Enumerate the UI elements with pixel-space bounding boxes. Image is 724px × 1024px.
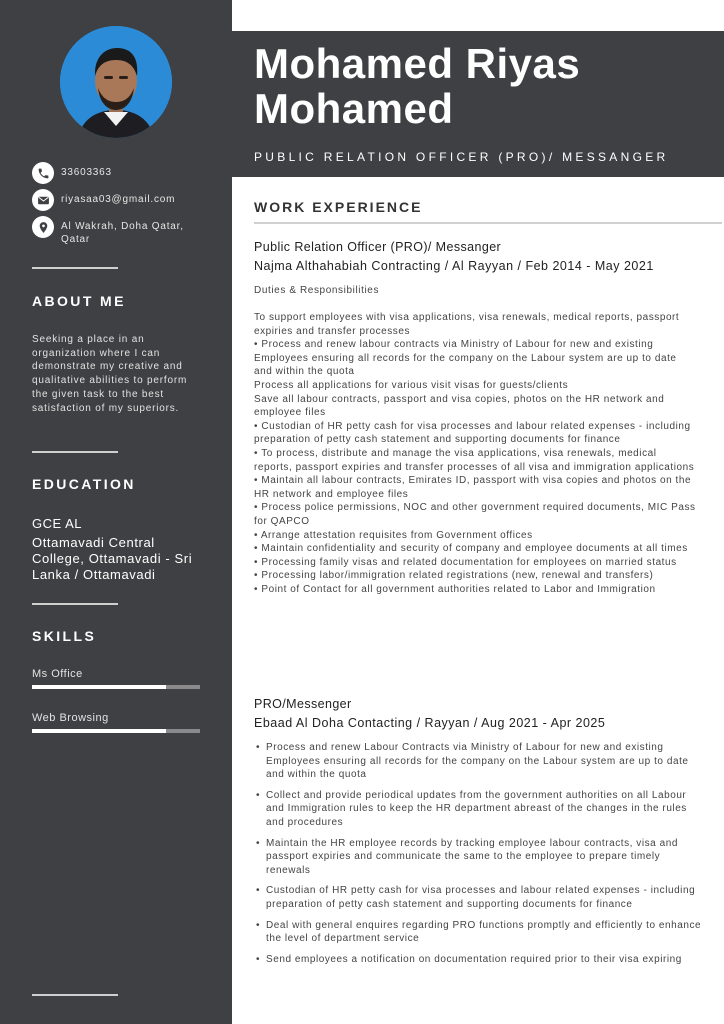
description-line: • Point of Contact for all government authorities related to Labor and Immigration (254, 583, 656, 595)
map-pin-icon (32, 216, 54, 238)
description-line: • Maintain all labour contracts, Emirates ID, passport with visa copies and photos on the HR network and employee files (254, 475, 692, 500)
profile-job-title: PUBLIC RELATION OFFICER (PRO)/ MESSANGER (254, 150, 669, 164)
education-school: Ottamavadi Central College, Ottamavadi - Sri Lanka / Ottamavadi (32, 535, 193, 582)
description-line: • Arrange attestation requisites from Government offices (254, 529, 533, 541)
list-item: • Maintain the HR employee records by tracking employee labour contracts, visa and passport expiries and communicate the same to the employee to prepare timely renewals (254, 837, 702, 878)
list-item: • Custodian of HR petty cash for visa processes and labour related expenses - including preparation of petty cash statement and supporting documents for finance (254, 884, 702, 911)
phone-text: 33603363 (61, 167, 112, 178)
description-line: • Processing labor/immigration related registrations (new, renewal and transfers) (254, 570, 654, 582)
description-line: • Maintain confidentiality and security of company and employee documents at all times (254, 543, 688, 555)
list-item: • Send employees a notification on documentation required prior to their visa expiring (254, 953, 702, 967)
section-divider (254, 222, 722, 224)
description-line: Process all applications for various visit visas for guests/clients (254, 379, 569, 391)
divider (32, 451, 118, 453)
address-text: Al Wakrah, Doha Qatar, Qatar (61, 221, 184, 245)
job-company-line: Najma Althahabiah Contracting / Al Rayyan / Feb 2014 - May 2021 (254, 259, 654, 273)
skill-name: Web Browsing (32, 712, 109, 724)
duties-label: Duties & Responsibilities (254, 285, 380, 296)
description-line: • Custodian of HR petty cash for visa processes and labour related expenses - including preparation of petty cash statement and supporting documents for finance (254, 420, 691, 446)
phone-icon (32, 162, 54, 184)
envelope-icon (32, 189, 54, 211)
divider (32, 603, 118, 605)
contact-address (32, 216, 191, 246)
education-degree: GCE AL (32, 516, 82, 531)
description-line: To support employees with visa applications, visa renewals, medical reports, passport expiries and transfer processes (254, 312, 680, 337)
job-description (254, 311, 698, 596)
skill-bar (32, 729, 200, 733)
divider (32, 267, 118, 269)
list-item: • Collect and provide periodical updates from the government authorities on all Labour and Immigration rules to keep the HR department abreast of the changes in the rules and procedures (254, 789, 702, 830)
about-text: Seeking a place in an organization where I can demonstrate my creative and qualitative abilities to perform the given task to the best satisfaction of my superiors. (32, 334, 188, 414)
skill-bar-fill (32, 729, 166, 733)
skill-bar (32, 685, 200, 689)
skill-name: Ms Office (32, 668, 83, 680)
sidebar (0, 0, 232, 1024)
description-line: • Process police permissions, NOC and other government required documents, MIC Pass for QAPCO (254, 502, 696, 527)
description-line: • To process, distribute and manage the visa applications, visa renewals, medical reports, passport expiries and transfer processes of all visa and immigration applications (254, 447, 695, 473)
header (232, 31, 724, 177)
about-heading: ABOUT ME (32, 293, 126, 309)
job-title: Public Relation Officer (PRO)/ Messanger (254, 240, 502, 254)
profile-name: Mohamed Riyas Mohamed (254, 40, 581, 132)
divider (32, 994, 118, 996)
job-title: PRO/Messenger (254, 697, 352, 711)
list-item: • Process and renew Labour Contracts via Ministry of Labour for new and existing Employees ensuring all records for the company on the Labour system are up to date and within the quota (254, 741, 702, 782)
skill-bar-fill (32, 685, 166, 689)
skills-heading: SKILLS (32, 628, 97, 644)
profile-photo (60, 26, 172, 138)
contact-phone (32, 162, 191, 184)
description-line: • Process and renew labour contracts via Ministry of Labour for new and existing Employees ensuring all records for the company on the Labour system are up to date and within the quota (254, 339, 677, 378)
job-bullet-list (254, 741, 702, 973)
description-line: • Processing family visas and related documentation for employees on married status (254, 556, 677, 568)
work-experience-heading: WORK EXPERIENCE (254, 199, 423, 215)
email-text[interactable]: riyasaa03@gmail.com (61, 194, 176, 205)
job-company-line: Ebaad Al Doha Contacting / Rayyan / Aug 2021 - Apr 2025 (254, 716, 606, 730)
list-item: • Deal with general enquires regarding PRO functions promptly and efficiently to enhance the level of department service (254, 919, 702, 946)
description-line: Save all labour contracts, passport and visa copies, photos on the HR network and employee files (254, 393, 665, 419)
education-heading: EDUCATION (32, 476, 136, 492)
contact-email (32, 189, 191, 211)
